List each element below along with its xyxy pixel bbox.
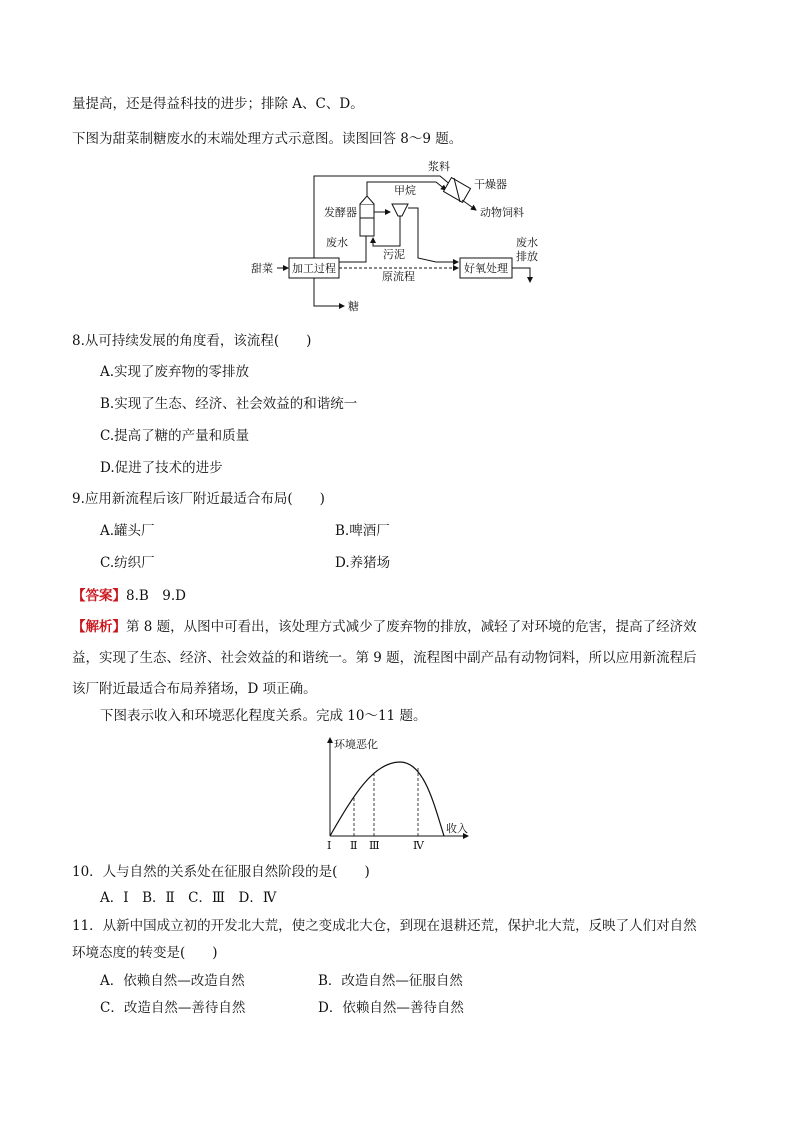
- income-environment-curve: [318, 734, 478, 852]
- aerobic-box-label: 好氧处理: [464, 262, 508, 275]
- answer-text: 8.B 9.D: [126, 588, 187, 604]
- slurry-label: 浆料: [428, 160, 450, 173]
- tick-1: Ⅰ: [327, 839, 332, 852]
- q9-option-b[interactable]: B.啤酒厂: [335, 523, 390, 539]
- q11-option-b[interactable]: B．改造自然—征服自然: [318, 973, 463, 989]
- intro-fragment: 量提高，还是得益科技的进步；排除 A、C、D。: [72, 96, 364, 112]
- discharge-label-1: 废水: [516, 236, 538, 249]
- analysis-text-2: 益，实现了生态、经济、社会效益的和谐统一。第 9 题，流程图中副产品有动物饲料，所以应用新流程后: [72, 650, 697, 666]
- x-axis-label: 收入: [446, 822, 468, 835]
- discharge-label-2: 排放: [516, 250, 538, 263]
- q11-stem-2: 环境态度的转变是( ): [72, 945, 218, 961]
- answer-line: [72, 586, 186, 606]
- q8-option-a[interactable]: A.实现了废弃物的零排放: [100, 364, 250, 380]
- degradation-curve: [330, 762, 444, 836]
- fermenter-label: 发酵器: [324, 206, 357, 219]
- dryer-label: 干燥器: [474, 178, 507, 191]
- q9-option-c[interactable]: C.纺织厂: [100, 555, 155, 571]
- q8-option-c[interactable]: C.提高了糖的产量和质量: [100, 428, 250, 444]
- q11-option-d[interactable]: D．依赖自然—善待自然: [318, 1000, 464, 1016]
- feed-label: 动物饲料: [480, 206, 524, 219]
- dryer: [443, 178, 470, 203]
- q11-option-a[interactable]: A．依赖自然—改造自然: [100, 973, 245, 989]
- q8-stem: 8.从可持续发展的角度看，该流程( ): [72, 333, 312, 349]
- answer-tag: 【答案】: [72, 588, 126, 604]
- methane-label: 甲烷: [394, 184, 416, 197]
- analysis-line-1: [72, 617, 697, 637]
- q11-stem-1: 11．从新中国成立初的开发北大荒，使之变成北大仓，到现在退耕还荒，保护北大荒，反映了人们对自然: [72, 918, 697, 934]
- sludge-label: 污泥: [383, 248, 405, 261]
- tick-4: Ⅳ: [413, 839, 424, 852]
- q11-option-c[interactable]: C．改造自然—善待自然: [100, 1000, 246, 1016]
- q9-option-d[interactable]: D.养猪场: [335, 555, 391, 571]
- q8-option-d[interactable]: D.促进了技术的进步: [100, 460, 223, 476]
- analysis-text-3: 该厂附近最适合布局养猪场，D 项正确。: [72, 681, 317, 697]
- q10-options[interactable]: A．Ⅰ B．Ⅱ C．Ⅲ D．Ⅳ: [100, 890, 277, 906]
- q10-stem: 10．人与自然的关系处在征服自然阶段的是( ): [72, 864, 370, 880]
- wastewater-label: 废水: [326, 236, 348, 249]
- fermenter: [360, 204, 374, 236]
- clarifier: [392, 204, 408, 216]
- tick-2: Ⅱ: [350, 839, 358, 852]
- analysis-tag: 【解析】: [72, 619, 126, 635]
- original-flow-label: 原流程: [382, 270, 415, 283]
- passage-1: 下图为甜菜制糖废水的末端处理方式示意图。读图回答 8～9 题。: [72, 131, 463, 147]
- q9-stem: 9.应用新流程后该厂附近最适合布局( ): [72, 491, 325, 507]
- passage-2: 下图表示收入和环境恶化程度关系。完成 10～11 题。: [100, 708, 427, 724]
- q9-option-a[interactable]: A.罐头厂: [100, 523, 155, 539]
- tick-3: Ⅲ: [369, 839, 380, 852]
- process-box-label: 加工过程: [292, 262, 336, 275]
- analysis-text-1: 第 8 题，从图中可看出，该处理方式减少了废弃物的排放，减轻了对环境的危害，提高了经济效: [126, 619, 697, 635]
- q8-option-b[interactable]: B.实现了生态、经济、社会效益的和谐统一: [100, 396, 358, 412]
- wastewater-flow-diagram: [240, 158, 550, 318]
- beet-label: 甜菜: [251, 262, 273, 275]
- sugar-label: 糖: [348, 300, 359, 313]
- y-axis-label: 环境恶化: [334, 738, 378, 751]
